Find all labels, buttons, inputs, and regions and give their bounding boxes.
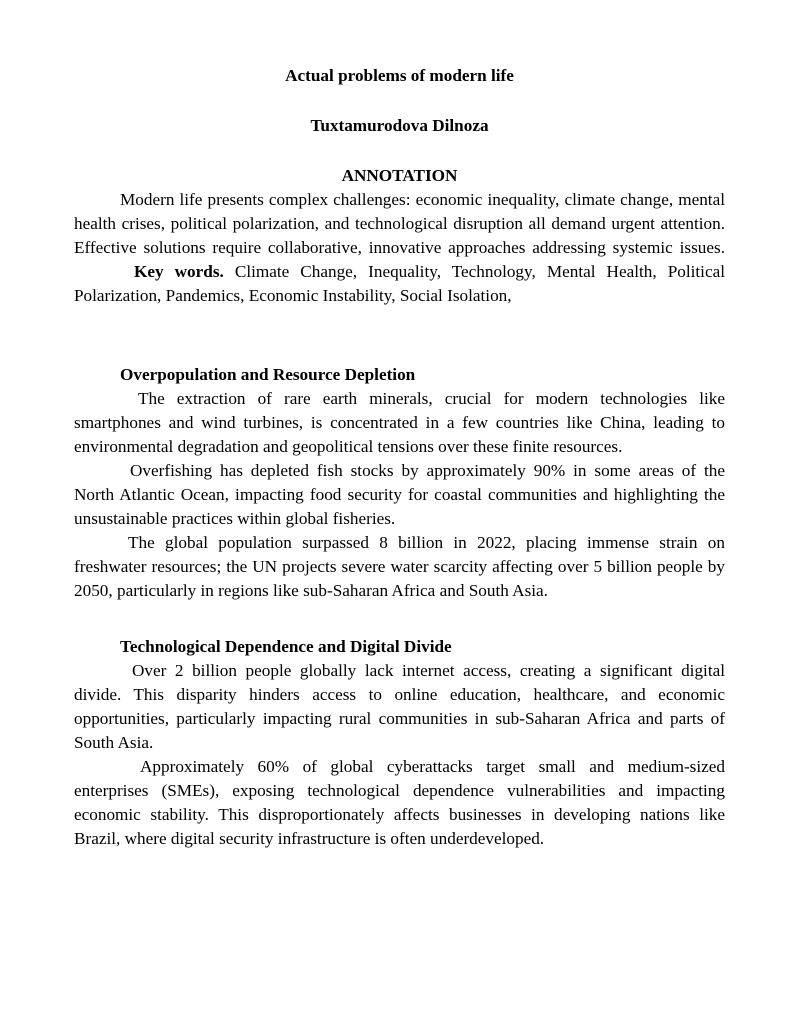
- section-heading-technology: Technological Dependence and Digital Divide: [120, 637, 452, 656]
- keywords-paragraph: [74, 260, 725, 308]
- paragraph-cyberattacks: Approximately 60% of global cyberattacks target small and medium-sized enterprises (SMEs), exposing technological dependence vulnerabilities and impacting economic stability. This disproportionately affects businesses in developing nations like Brazil, where digital security infrastructure is often underdeveloped.: [74, 757, 725, 848]
- paragraph-rare-earth: The extraction of rare earth minerals, crucial for modern technologies like smartphones and wind turbines, is concentrated in a few countries like China, leading to environmental degradation and geopolitical tensions over these finite resources.: [74, 389, 725, 456]
- paragraph-population: The global population surpassed 8 billion in 2022, placing immense strain on freshwater resources; the UN projects severe water scarcity affecting over 5 billion people by 2050, particularly in regions like sub-Saharan Africa and South Asia.: [74, 533, 725, 600]
- paragraph-internet-access: Over 2 billion people globally lack internet access, creating a significant digital divide. This disparity hinders access to online education, healthcare, and economic opportunities, particularly impacting rural communities in sub-Saharan Africa and parts of South Asia.: [74, 661, 725, 752]
- document-page: [74, 62, 725, 851]
- document-title: Actual problems of modern life: [285, 66, 514, 85]
- keywords-list: Climate Change, Inequality, Technology, Mental Health, Political Polarization, Pandemics, Economic Instability, Social Isolation,: [74, 262, 725, 305]
- annotation-text: Modern life presents complex challenges: economic inequality, climate change, mental health crises, political polarization, and technological disruption all demand urgent attention. Effective solutions require collaborative, innovative approaches addressing systemic issues.: [74, 190, 725, 257]
- section-heading-overpopulation: Overpopulation and Resource Depletion: [120, 365, 416, 384]
- author-name: Tuxtamurodova Dilnoza: [310, 116, 489, 135]
- keywords-label: Key words.: [134, 262, 224, 281]
- paragraph-overfishing: Overfishing has depleted fish stocks by approximately 90% in some areas of the North Atlantic Ocean, impacting food security for coastal communities and highlighting the unsustainable practices within global fisheries.: [74, 461, 725, 528]
- annotation-heading: ANNOTATION: [341, 166, 458, 185]
